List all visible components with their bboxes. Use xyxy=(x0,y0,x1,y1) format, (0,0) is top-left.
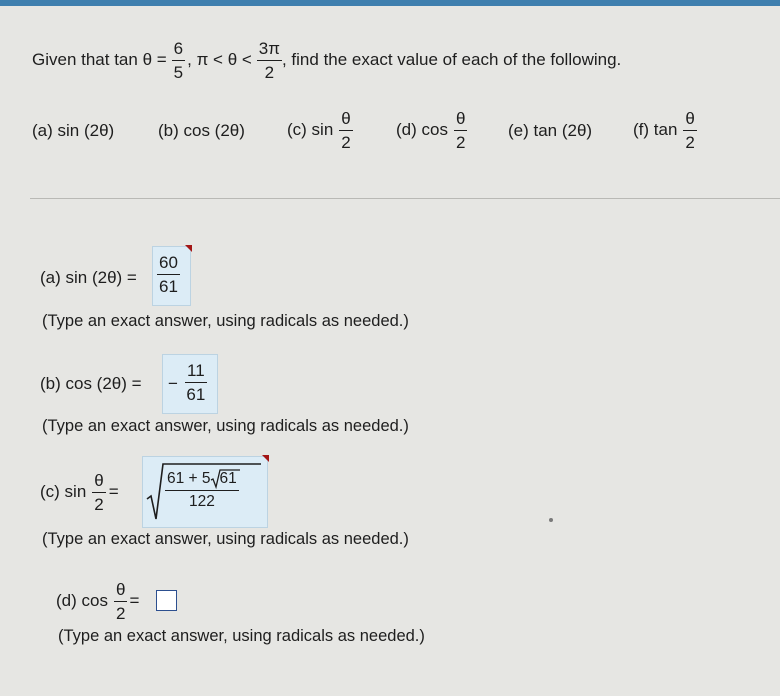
part-c-fraction xyxy=(339,110,352,151)
problem-outro: , find the exact value of each of the following. xyxy=(281,50,622,69)
answer-c-marker xyxy=(262,455,269,462)
stray-dot xyxy=(549,518,553,522)
tan-numerator: 6 xyxy=(172,40,185,61)
answer-a-marker xyxy=(185,245,192,252)
answer-b-denominator: 61 xyxy=(186,385,206,404)
answer-d-lhs-numerator: θ xyxy=(114,581,127,602)
inner-radical xyxy=(211,471,237,487)
answer-d-lhs-fraction xyxy=(114,581,127,622)
problem-statement xyxy=(32,30,621,90)
answer-a-lhs: (a) sin (2θ) = xyxy=(40,268,137,287)
condition-numerator: 3π xyxy=(257,40,282,61)
answer-b-numerator: 11 xyxy=(185,362,207,383)
instruction-a: (Type an exact answer, using radicals as needed.) xyxy=(42,312,409,330)
condition-denominator: 2 xyxy=(264,62,275,82)
answer-c-denominator: 122 xyxy=(188,492,215,510)
answer-d-lhs xyxy=(56,575,139,627)
instruction-d: (Type an exact answer, using radicals as needed.) xyxy=(58,627,425,645)
answer-c-label: (c) sin xyxy=(40,482,87,501)
answer-a-denominator: 61 xyxy=(159,277,178,296)
answer-c-equals: = xyxy=(108,482,119,501)
part-e: (e) tan (2θ) xyxy=(508,121,593,140)
part-c-label: (c) sin xyxy=(287,120,334,139)
answer-d-lhs-denominator: 2 xyxy=(115,603,126,623)
part-d-label: (d) cos xyxy=(396,120,448,139)
instruction-c: (Type an exact answer, using radicals as needed.) xyxy=(42,530,409,548)
answer-b-box[interactable] xyxy=(162,354,218,414)
part-d xyxy=(396,104,467,156)
part-d-numerator: θ xyxy=(454,110,467,131)
answer-d-input[interactable] xyxy=(156,590,177,611)
answer-d-label: (d) cos xyxy=(56,591,108,610)
answer-c-lhs xyxy=(40,466,119,518)
answer-b-fraction xyxy=(185,362,207,403)
part-d-denominator: 2 xyxy=(455,132,466,152)
answer-c-lhs-numerator: θ xyxy=(92,472,105,493)
answer-c-fraction xyxy=(165,471,239,509)
answer-d-equals: = xyxy=(129,591,140,610)
top-accent-bar xyxy=(0,0,780,6)
condition-fraction xyxy=(257,40,282,81)
problem-intro: Given that tan θ = xyxy=(32,50,167,69)
part-f-denominator: 2 xyxy=(685,132,695,152)
tan-denominator: 5 xyxy=(173,62,184,82)
part-f-fraction xyxy=(683,110,696,151)
answer-c-box[interactable] xyxy=(142,456,268,528)
part-c xyxy=(287,104,353,156)
answer-a-fraction xyxy=(157,254,180,295)
answer-c-numerator xyxy=(165,471,239,491)
part-c-numerator: θ xyxy=(339,110,352,131)
part-c-denominator: 2 xyxy=(341,132,351,152)
answer-c-lhs-denominator: 2 xyxy=(94,494,104,514)
part-a: (a) sin (2θ) xyxy=(32,121,115,140)
answer-b-sign: − xyxy=(168,374,178,393)
part-f xyxy=(633,104,697,156)
answer-c-inner-value: 61 xyxy=(219,470,237,487)
section-divider xyxy=(30,198,780,199)
answer-a-box[interactable] xyxy=(152,246,191,306)
answer-a-numerator: 60 xyxy=(157,254,180,275)
part-b: (b) cos (2θ) xyxy=(158,121,245,140)
problem-condition: , π < θ < xyxy=(187,50,252,69)
answer-b-lhs: (b) cos (2θ) = xyxy=(40,374,142,393)
part-d-fraction xyxy=(454,110,467,151)
part-f-label: (f) tan xyxy=(633,120,678,139)
answer-c-numerator-left: 61 + 5 xyxy=(167,470,211,487)
part-f-numerator: θ xyxy=(683,110,696,131)
answer-c-lhs-fraction xyxy=(92,472,105,513)
inner-radical-icon xyxy=(210,468,240,490)
tan-fraction xyxy=(172,40,185,81)
instruction-b: (Type an exact answer, using radicals as needed.) xyxy=(42,417,409,435)
